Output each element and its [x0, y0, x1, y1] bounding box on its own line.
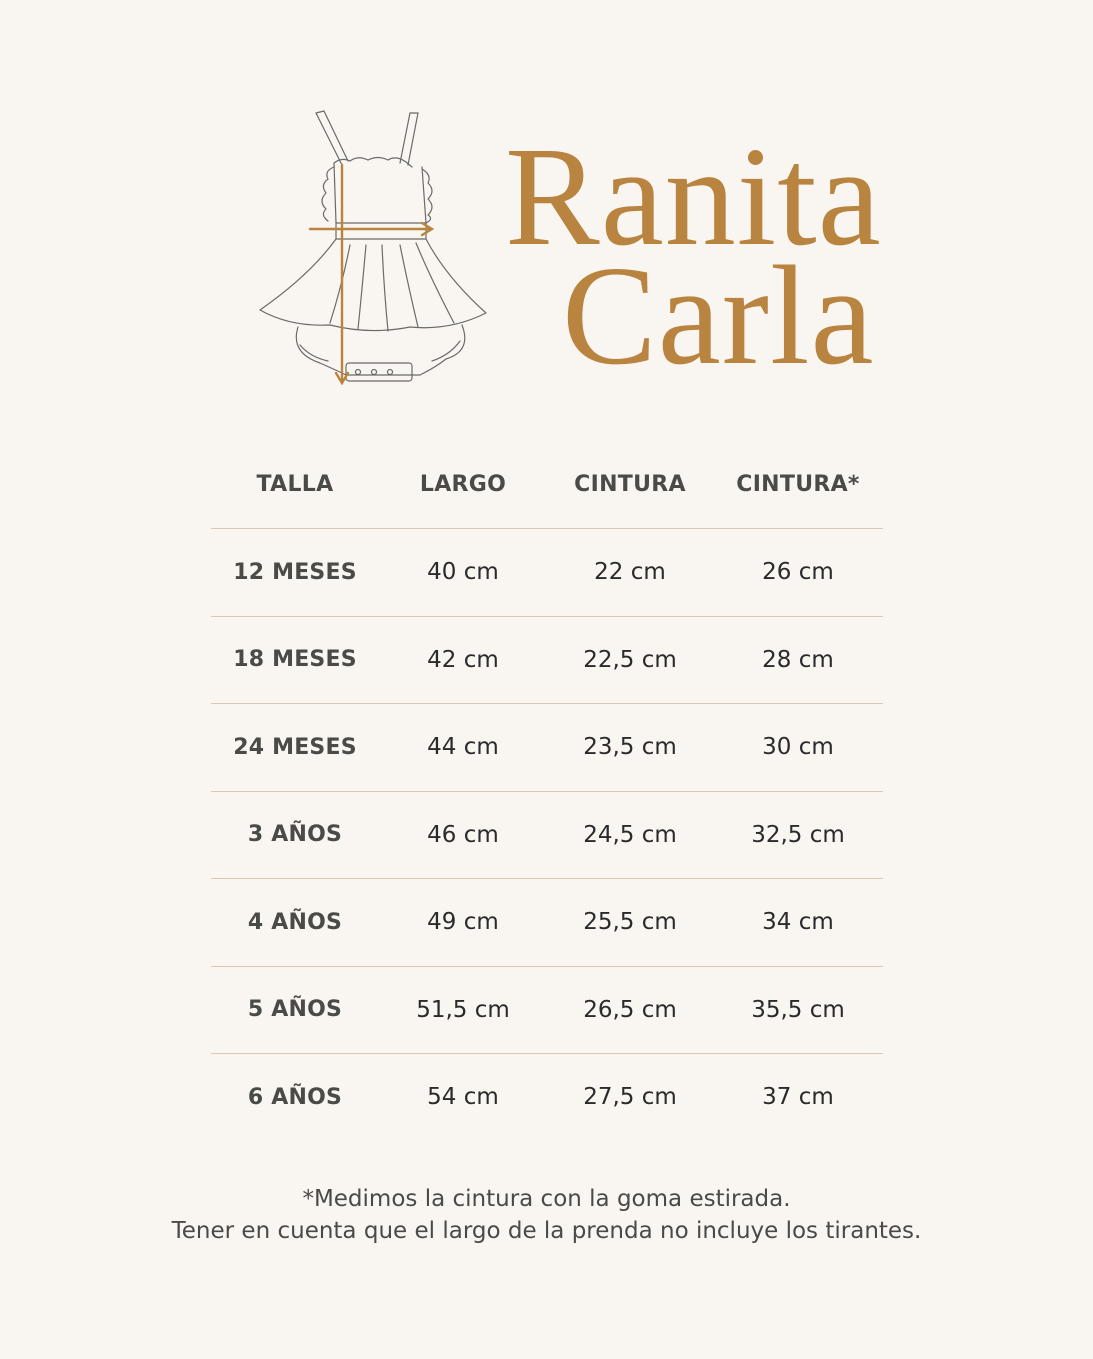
cintura-cell: 26,5 cm: [547, 966, 713, 1054]
cintura-cell: 23,5 cm: [547, 704, 713, 792]
largo-cell: 40 cm: [379, 529, 547, 617]
largo-cell: 54 cm: [427, 1084, 499, 1111]
table-row: [211, 616, 883, 704]
cintura-stretched-cell: 30 cm: [713, 704, 883, 792]
header-talla: TALLA: [211, 440, 379, 529]
footnote: [0, 1183, 1093, 1247]
table-row: [211, 966, 883, 1054]
table-row: [211, 879, 883, 967]
size-chart-table: [211, 440, 883, 1141]
header-cintura-stretched: CINTURA*: [713, 440, 883, 529]
product-title-line2: Carla: [562, 236, 875, 394]
largo-cell: 46 cm: [379, 791, 547, 879]
cintura-stretched-cell: 26 cm: [713, 529, 883, 617]
cintura-stretched-cell: 35,5 cm: [713, 966, 883, 1054]
largo-cell: 42 cm: [379, 616, 547, 704]
header-largo: LARGO: [379, 440, 547, 529]
table-row: [211, 1054, 883, 1141]
romper-dress-sketch-icon: [250, 105, 495, 390]
cintura-cell: 25,5 cm: [547, 879, 713, 967]
footnote-line1: *Medimos la cintura con la goma estirada.: [302, 1186, 791, 1212]
cintura-cell: 24,5 cm: [547, 791, 713, 879]
header-cintura: CINTURA: [547, 440, 713, 529]
footnote-line2: Tener en cuenta que el largo de la prenda no incluye los tirantes.: [171, 1218, 922, 1244]
cintura-cell: 22,5 cm: [547, 616, 713, 704]
largo-cell: 49 cm: [379, 879, 547, 967]
talla-cell: 24 MESES: [211, 704, 379, 792]
product-title-line1: Ranita: [505, 117, 882, 275]
talla-cell: 4 AÑOS: [211, 879, 379, 967]
cintura-stretched-cell: 32,5 cm: [713, 791, 883, 879]
talla-cell: 6 AÑOS: [247, 1084, 343, 1110]
cintura-stretched-cell: 28 cm: [713, 616, 883, 704]
cintura-stretched-cell: 34 cm: [713, 879, 883, 967]
largo-cell: 44 cm: [379, 704, 547, 792]
table-row: [211, 704, 883, 792]
table-row: [211, 529, 883, 617]
cintura-cell: 22 cm: [547, 529, 713, 617]
cintura-cell: 27,5 cm: [583, 1084, 677, 1111]
talla-cell: 3 AÑOS: [211, 791, 379, 879]
talla-cell: 18 MESES: [211, 616, 379, 704]
table-row: [211, 791, 883, 879]
largo-cell: 51,5 cm: [379, 966, 547, 1054]
table-header-row: [211, 440, 883, 529]
talla-cell: 5 AÑOS: [211, 966, 379, 1054]
talla-cell: 12 MESES: [211, 529, 379, 617]
cintura-stretched-cell: 37 cm: [762, 1084, 834, 1111]
